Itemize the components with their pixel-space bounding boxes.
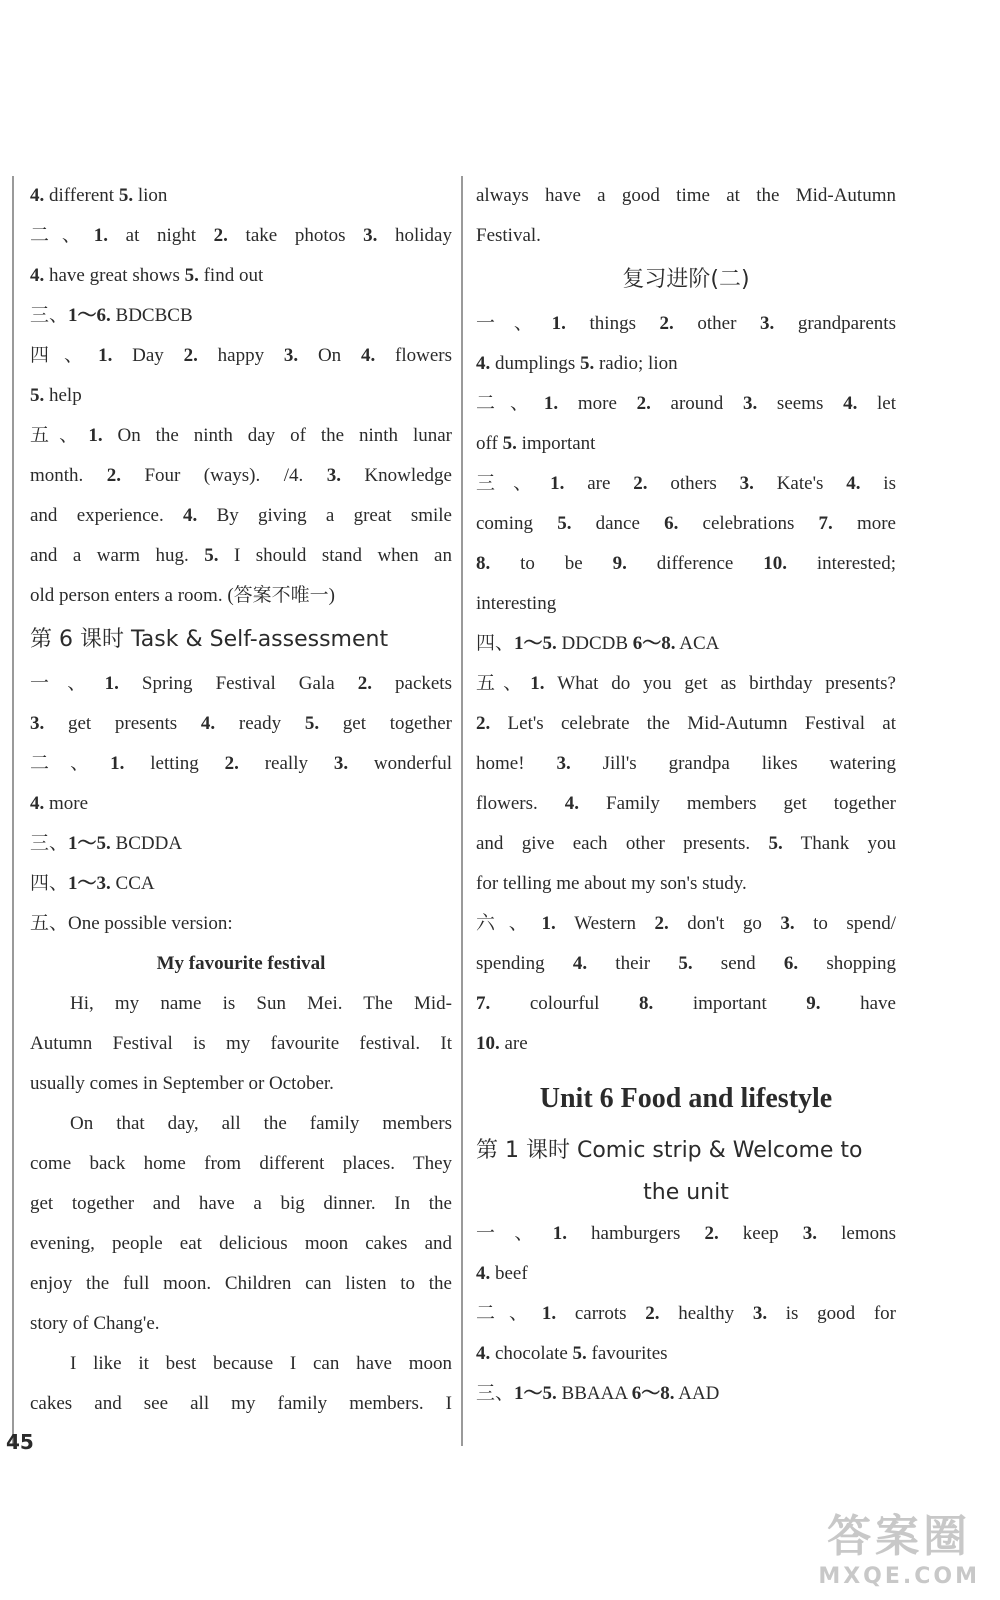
item-number: 4. — [200, 713, 216, 734]
answer-text: 五、 — [476, 673, 531, 694]
answer-text: Day — [112, 345, 184, 366]
answer-text: find out — [198, 265, 264, 286]
answer-text: What do you get as birthday presents? — [544, 673, 896, 694]
item-number: 2. — [645, 1303, 660, 1324]
answer-text: story of Chang'e. — [30, 1313, 160, 1334]
answer-line — [30, 536, 452, 576]
item-number: 3. — [802, 1223, 818, 1244]
answer-text: send — [692, 953, 784, 974]
watermark-url: MXQE.COM — [818, 1564, 980, 1589]
answer-line — [476, 824, 896, 864]
item-number: 3. — [556, 753, 571, 774]
answer-line — [476, 384, 896, 424]
answer-text: ACA — [675, 633, 720, 654]
answer-text: usually comes in September or October. — [30, 1073, 334, 1094]
answer-line — [30, 376, 452, 416]
answer-text: carrots — [556, 1303, 646, 1324]
answer-text: always have a good time at the Mid-Autumn — [476, 185, 896, 206]
answer-text: and experience. — [30, 505, 184, 526]
answer-text: is — [860, 473, 896, 494]
answer-text: Festival. — [476, 225, 541, 246]
item-number: 5. — [678, 953, 693, 974]
answer-line — [476, 984, 896, 1024]
answer-text: 三、 — [30, 833, 69, 854]
item-number: 4. — [183, 505, 198, 526]
answer-line — [476, 424, 896, 464]
section-heading: 第 6 课时 Task & Self-assessment — [30, 627, 389, 652]
answer-line — [30, 576, 452, 616]
answer-text: 一、 — [30, 673, 105, 694]
answer-text: really — [238, 753, 334, 774]
answer-text: hamburgers — [566, 1223, 705, 1244]
item-number: 8. — [639, 993, 654, 1014]
answer-line — [30, 824, 452, 864]
answer-line — [476, 584, 896, 624]
answer-text: Family members get together — [579, 793, 896, 814]
answer-text: 四、 — [30, 873, 69, 894]
item-number: 6. — [664, 513, 679, 534]
answer-text: get together and have a big dinner. In the — [30, 1193, 452, 1214]
passage-title: My favourite festival — [156, 953, 326, 974]
answer-text: 四、 — [476, 633, 515, 654]
item-number: 4. — [846, 473, 861, 494]
answer-text: favourites — [586, 1343, 668, 1364]
item-number: 3. — [30, 713, 45, 734]
answer-text: Spring Festival Gala — [118, 673, 358, 694]
answer-line — [30, 664, 452, 704]
answer-line — [476, 1334, 896, 1374]
answer-text: interesting — [476, 593, 557, 614]
answer-text: 二、 — [476, 393, 544, 414]
answer-text: is good for — [767, 1303, 896, 1324]
item-number: 1. — [541, 913, 556, 934]
answer-text: 二、 — [476, 1303, 542, 1324]
answer-text: are — [564, 473, 634, 494]
answer-line — [30, 216, 452, 256]
answer-text: are — [499, 1033, 528, 1054]
item-number: 1～5. — [514, 1383, 557, 1404]
answer-text: home! — [476, 753, 557, 774]
answer-text: 二、 — [30, 225, 94, 246]
answer-text: healthy — [659, 1303, 753, 1324]
answer-line — [30, 1184, 452, 1224]
answer-text: 一、 — [476, 313, 552, 334]
item-number: 1～6. — [68, 305, 111, 326]
item-number: 1. — [551, 313, 566, 334]
item-number: 4. — [360, 345, 376, 366]
answer-text: coming — [476, 513, 558, 534]
item-number: 3. — [739, 473, 754, 494]
answer-text: more — [44, 793, 89, 814]
answer-text: Autumn Festival is my favourite festival. It — [30, 1033, 452, 1054]
watermark-text: 答案圈 — [827, 1511, 972, 1562]
answer-text: have great shows — [44, 265, 185, 286]
answer-text: more — [558, 393, 637, 414]
answer-text: interested; — [787, 553, 897, 574]
item-number: 2. — [476, 713, 491, 734]
answer-text: other — [673, 313, 761, 334]
item-number: 6～8. — [631, 1383, 675, 1404]
item-number: 5. — [304, 713, 320, 734]
item-number: 4. — [564, 793, 579, 814]
answer-text: for telling me about my son's study. — [476, 873, 747, 894]
item-number: 4. — [572, 953, 588, 974]
item-number: 1. — [530, 673, 545, 694]
answer-line — [30, 1104, 452, 1144]
answer-text: take photos — [227, 225, 364, 246]
answer-text: spending — [476, 953, 573, 974]
item-number: 3. — [333, 753, 349, 774]
answer-text: grandparents — [774, 313, 896, 334]
answer-text: By giving a great smile — [197, 505, 452, 526]
answer-text: old person enters a room. (答案不唯一) — [30, 585, 335, 606]
item-number: 5. — [502, 433, 517, 454]
answer-text: 五、 — [30, 425, 89, 446]
answer-line — [476, 344, 896, 384]
watermark-logo — [818, 1500, 980, 1589]
answer-line — [30, 256, 452, 296]
item-number: 7. — [818, 513, 833, 534]
answer-text: shopping — [798, 953, 896, 974]
item-number: 2. — [704, 1223, 719, 1244]
item-number: 1～5. — [514, 633, 557, 654]
item-number: 3. — [363, 225, 378, 246]
answer-text: Four (ways). /4. — [121, 465, 327, 486]
item-number: 4. — [476, 1263, 491, 1284]
answer-text: month. — [30, 465, 107, 486]
item-number: 2. — [183, 345, 198, 366]
answer-text: at night — [108, 225, 214, 246]
answer-line — [30, 336, 452, 376]
item-number: 5. — [30, 385, 45, 406]
item-number: 2. — [224, 753, 239, 774]
item-number: 4. — [476, 1343, 491, 1364]
answer-text: around — [650, 393, 743, 414]
answer-text: Western — [555, 913, 655, 934]
item-number: 2. — [636, 393, 651, 414]
answer-text: I should stand when an — [218, 545, 452, 566]
answer-line — [30, 1384, 452, 1424]
answer-text: 二、 — [30, 753, 111, 774]
item-number: 3. — [760, 313, 775, 334]
item-number: 2. — [213, 225, 228, 246]
answer-text: and give each other presents. — [476, 833, 769, 854]
answer-line — [476, 304, 896, 344]
item-number: 3. — [742, 393, 758, 414]
item-number: 1～5. — [68, 833, 111, 854]
answer-text: AAD — [674, 1383, 720, 1404]
item-number: 1. — [550, 473, 565, 494]
answer-line — [476, 864, 896, 904]
answer-line — [476, 784, 896, 824]
item-number: 1. — [93, 225, 109, 246]
answer-line — [476, 464, 896, 504]
answer-line — [30, 744, 452, 784]
answer-line — [476, 1254, 896, 1294]
answer-line — [30, 496, 452, 536]
answer-line — [476, 704, 896, 744]
item-number: 2. — [633, 473, 648, 494]
answer-line — [30, 1264, 452, 1304]
item-number: 5. — [572, 1343, 587, 1364]
item-number: 1. — [110, 753, 125, 774]
answer-text: Let's celebrate the Mid-Autumn Festival at — [490, 713, 896, 734]
answer-line — [476, 544, 896, 584]
item-number: 3. — [326, 465, 341, 486]
answer-line — [30, 1064, 452, 1104]
item-number: 3. — [780, 913, 795, 934]
answer-text: lemons — [817, 1223, 896, 1244]
answer-text: to spend/ — [794, 913, 896, 934]
answer-line — [476, 1294, 896, 1334]
answer-text: important — [653, 993, 807, 1014]
answer-line — [30, 296, 452, 336]
answer-line — [30, 1344, 452, 1384]
lesson-heading: the unit — [643, 1180, 729, 1205]
answer-text: ready — [215, 713, 305, 734]
answer-line — [30, 1144, 452, 1184]
answer-text: their — [587, 953, 679, 974]
item-number: 1. — [543, 393, 559, 414]
item-number: 4. — [30, 793, 45, 814]
item-number: 4. — [843, 393, 858, 414]
answer-text: celebrations — [678, 513, 819, 534]
item-number: 5. — [579, 353, 595, 374]
answer-text: I like it best because I can have moon — [70, 1353, 452, 1374]
answer-text: lion — [133, 185, 168, 206]
left-column — [12, 176, 452, 1446]
answer-line — [30, 864, 452, 904]
item-number: 1. — [552, 1223, 567, 1244]
answer-line — [30, 416, 452, 456]
answer-text: holiday — [377, 225, 452, 246]
answer-text: to be — [490, 553, 613, 574]
answer-line — [476, 216, 896, 256]
answer-text: BBAAA — [556, 1383, 632, 1404]
lesson-heading: 第 1 课时 Comic strip & Welcome to — [476, 1138, 863, 1163]
section-heading: 复习进阶(二) — [622, 267, 750, 292]
item-number: 6. — [783, 953, 799, 974]
item-number: 2. — [106, 465, 122, 486]
answer-text: evening, people eat delicious moon cakes and — [30, 1233, 452, 1254]
item-number: 4. — [30, 265, 45, 286]
answer-line — [476, 176, 896, 216]
answer-text: different — [44, 185, 119, 206]
item-number: 1. — [104, 673, 119, 694]
answer-line — [476, 944, 896, 984]
answer-text: CCA — [110, 873, 155, 894]
answer-text: seems — [757, 393, 844, 414]
answer-text: dance — [571, 513, 665, 534]
answer-text: come back home from different places. They — [30, 1153, 452, 1174]
answer-text: keep — [718, 1223, 803, 1244]
answer-text: don't go — [668, 913, 781, 934]
item-number: 10. — [763, 553, 787, 574]
answer-text: off — [476, 433, 503, 454]
answer-text: colourful — [490, 993, 640, 1014]
item-number: 5. — [184, 265, 199, 286]
answer-line — [476, 744, 896, 784]
item-number: 9. — [806, 993, 821, 1014]
answer-line — [30, 1024, 452, 1064]
answer-text: things — [565, 313, 660, 334]
answer-text: beef — [490, 1263, 528, 1284]
item-number: 1～3. — [68, 873, 111, 894]
answer-text: radio; lion — [594, 353, 678, 374]
answer-line — [30, 1224, 452, 1264]
answer-text: Thank you — [782, 833, 896, 854]
answer-text: BDCBCB — [110, 305, 193, 326]
answer-text: enjoy the full moon. Children can listen to the — [30, 1273, 452, 1294]
item-number: 8. — [476, 553, 491, 574]
item-number: 5. — [204, 545, 219, 566]
answer-line — [30, 1304, 452, 1344]
answer-line — [30, 904, 452, 944]
answer-text: get presents — [44, 713, 201, 734]
answer-text: On that day, all the family members — [70, 1113, 452, 1134]
answer-text: letting — [124, 753, 225, 774]
item-number: 1. — [98, 345, 113, 366]
answer-text: flowers — [375, 345, 452, 366]
item-number: 2. — [357, 673, 372, 694]
answer-text: have — [820, 993, 896, 1014]
item-number: 3. — [283, 345, 299, 366]
answer-text: 三、 — [30, 305, 69, 326]
answer-text: 五、One possible version: — [30, 913, 233, 934]
answer-text: BCDDA — [110, 833, 183, 854]
item-number: 5. — [118, 185, 134, 206]
answer-text: help — [44, 385, 82, 406]
answer-line — [476, 1214, 896, 1254]
answer-line — [30, 176, 452, 216]
answer-text: happy — [197, 345, 284, 366]
answer-text: 三、 — [476, 1383, 515, 1404]
item-number: 2. — [654, 913, 669, 934]
answer-text: get together — [319, 713, 452, 734]
answer-text: dumplings — [490, 353, 580, 374]
unit-heading: Unit 6 Food and lifestyle — [539, 1083, 833, 1114]
answer-line — [476, 504, 896, 544]
answer-line — [30, 784, 452, 824]
item-number: 5. — [557, 513, 572, 534]
item-number: 1. — [88, 425, 103, 446]
answer-text: Kate's — [753, 473, 847, 494]
answer-text: important — [516, 433, 596, 454]
answer-line — [30, 984, 452, 1024]
answer-text: 一、 — [476, 1223, 553, 1244]
answer-line — [476, 1374, 896, 1414]
answer-text: Hi, my name is Sun Mei. The Mid- — [70, 993, 452, 1014]
item-number: 4. — [30, 185, 45, 206]
answer-text: 四、 — [30, 345, 99, 366]
answer-text: Jill's grandpa likes watering — [570, 753, 896, 774]
answer-text: let — [857, 393, 896, 414]
answer-text: chocolate — [490, 1343, 573, 1364]
item-number: 2. — [659, 313, 674, 334]
answer-text: On — [298, 345, 361, 366]
answer-line — [30, 704, 452, 744]
answer-line — [476, 904, 896, 944]
item-number: 10. — [476, 1033, 500, 1054]
item-number: 5. — [768, 833, 783, 854]
item-number: 7. — [476, 993, 491, 1014]
answer-text: flowers. — [476, 793, 565, 814]
item-number: 6～8. — [632, 633, 676, 654]
answer-text: 三、 — [476, 473, 551, 494]
answer-text: DDCDB — [556, 633, 633, 654]
page-number: 45 — [6, 1430, 34, 1454]
answer-line — [476, 664, 896, 704]
answer-text: cakes and see all my family members. I — [30, 1393, 452, 1414]
item-number: 1. — [541, 1303, 557, 1324]
answer-line — [30, 456, 452, 496]
item-number: 3. — [752, 1303, 768, 1324]
item-number: 4. — [476, 353, 491, 374]
answer-text: Knowledge — [340, 465, 452, 486]
answer-text: difference — [626, 553, 764, 574]
answer-text: and a warm hug. — [30, 545, 205, 566]
answer-line — [476, 624, 896, 664]
item-number: 9. — [612, 553, 627, 574]
answer-text: more — [832, 513, 896, 534]
column-divider — [461, 176, 463, 1446]
right-column — [476, 176, 896, 1414]
answer-text: 六、 — [476, 913, 542, 934]
answer-line — [476, 1024, 896, 1064]
answer-text: wonderful — [348, 753, 452, 774]
answer-text: packets — [371, 673, 452, 694]
answer-text: On the ninth day of the ninth lunar — [102, 425, 452, 446]
answer-text: others — [647, 473, 740, 494]
